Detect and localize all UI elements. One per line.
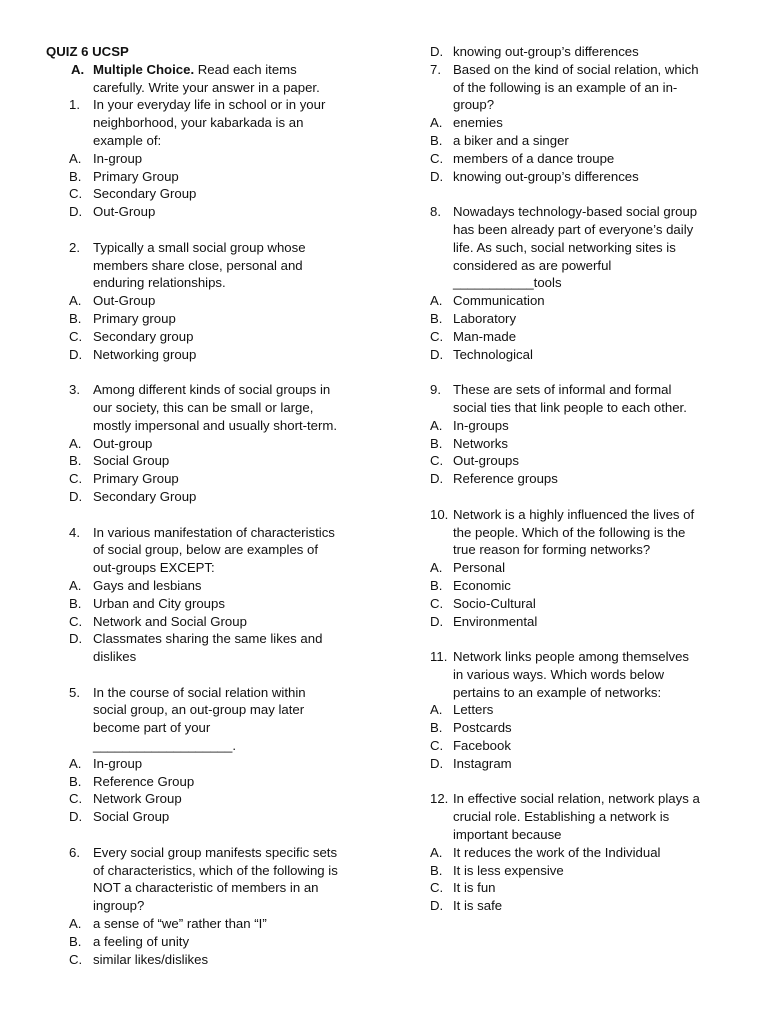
section-instruction [46, 79, 391, 97]
option-text: Out-Group [93, 293, 156, 309]
question-text: neighborhood, your kabarkada is an [93, 115, 304, 131]
question-line [46, 862, 391, 880]
question-line [46, 417, 391, 435]
option-text: Laboratory [453, 310, 517, 326]
question-line [430, 808, 730, 826]
option-text: Reference Group [93, 773, 195, 789]
option-text: Postcards [453, 720, 512, 736]
question-line [430, 399, 730, 417]
question-line [430, 274, 730, 292]
option-text: Communication [453, 293, 545, 309]
option-letter: A. [430, 560, 443, 576]
option-letter: A. [69, 293, 82, 309]
option-letter: A. [430, 293, 443, 309]
option-letter: D. [430, 168, 444, 184]
option-letter: D. [430, 898, 444, 914]
question-line [430, 96, 730, 114]
option-text: Secondary group [93, 328, 194, 344]
question-block [46, 381, 391, 506]
option-letter: B. [430, 132, 443, 148]
option-text: Primary group [93, 310, 176, 326]
question-line [46, 239, 391, 257]
question-text: In your everyday life in school or in your [93, 97, 326, 113]
option-letter: D. [430, 755, 444, 771]
option-letter: A. [430, 115, 443, 131]
question-block [430, 506, 730, 631]
quiz-title [46, 43, 391, 61]
question-number-spacer [46, 257, 93, 275]
option-letter: D. [69, 346, 83, 362]
question-number: 1. [69, 97, 80, 113]
question-text: Network links people among themselves [453, 649, 690, 665]
option-row [430, 897, 730, 915]
question-number-spacer [46, 274, 93, 292]
question-text: In various manifestation of characteristics [93, 524, 335, 540]
option-letter: A. [430, 702, 443, 718]
option-text: members of a dance troupe [453, 150, 615, 166]
option-letter: D. [69, 631, 83, 647]
question-block [430, 790, 730, 915]
option-text: It is less expensive [453, 862, 564, 878]
question-line [430, 790, 730, 808]
option-text: Socio-Cultural [453, 595, 536, 611]
section-instruction-1: Read each items [194, 61, 297, 77]
option-letter: C. [69, 186, 83, 202]
option-letter: C. [430, 453, 444, 469]
question-number-spacer [46, 114, 93, 132]
option-letter: C. [430, 150, 444, 166]
question-text: ___________________. [93, 738, 237, 754]
option-letter: A. [69, 150, 82, 166]
option-row [46, 951, 391, 969]
option-text: knowing out-group’s differences [453, 44, 639, 59]
question-text: Every social group manifests specific sets [93, 844, 338, 860]
question-number-spacer [430, 684, 453, 702]
option-row [46, 648, 391, 666]
option-row [430, 844, 730, 862]
question-number: 2. [69, 239, 80, 255]
quiz-title-text: QUIZ 6 UCSP [46, 44, 129, 59]
question-line [46, 737, 391, 755]
question-text: our society, this can be small or large, [93, 399, 314, 415]
question-text: Typically a small social group whose [93, 239, 306, 255]
option-row [430, 719, 730, 737]
option-text: Reference groups [453, 471, 558, 487]
question-spacer [430, 630, 730, 648]
option-row [430, 43, 730, 61]
option-text: a feeling of unity [93, 933, 190, 949]
left-question-list [46, 96, 391, 968]
question-block [430, 203, 730, 363]
option-letter: B. [430, 310, 443, 326]
question-number: 11. [430, 649, 448, 665]
option-text: It reduces the work of the Individual [453, 844, 661, 860]
option-letter: B. [430, 577, 443, 593]
option-letter: A. [430, 844, 443, 860]
question-number: 8. [430, 204, 441, 220]
option-row [46, 452, 391, 470]
option-row [46, 310, 391, 328]
question-text: NOT a characteristic of members in an [93, 880, 319, 896]
question-number-spacer [430, 257, 453, 275]
section-heading-text: Multiple Choice. [93, 61, 195, 77]
question-number: 3. [69, 382, 80, 398]
question-spacer [46, 826, 391, 844]
question-number-spacer [46, 559, 93, 577]
option-row [430, 346, 730, 364]
option-text: Primary Group [93, 168, 179, 184]
question-text: ingroup? [93, 898, 145, 914]
question-text: pertains to an example of networks: [453, 684, 662, 700]
option-text: Out-group [93, 435, 153, 451]
option-letter: C. [430, 880, 444, 896]
section-label: A. [71, 61, 85, 77]
question-text: mostly impersonal and usually short-term. [93, 417, 338, 433]
question-line [430, 221, 730, 239]
option-row [46, 203, 391, 221]
option-row [430, 132, 730, 150]
question-spacer [430, 185, 730, 203]
question-number-spacer [430, 826, 453, 844]
question-number-spacer [430, 274, 453, 292]
option-row [430, 613, 730, 631]
question-line [46, 96, 391, 114]
question-number: 10. [430, 506, 449, 522]
option-letter: B. [430, 720, 443, 736]
question-line [46, 559, 391, 577]
question-number-spacer [430, 399, 453, 417]
option-text: similar likes/dislikes [93, 951, 209, 967]
option-row [46, 595, 391, 613]
option-text: It is safe [453, 898, 503, 914]
question-text: ___________tools [453, 275, 562, 291]
option-row [46, 577, 391, 595]
question-line [46, 114, 391, 132]
question-spacer [46, 506, 391, 524]
option-text: enemies [453, 115, 503, 131]
option-row [430, 435, 730, 453]
option-row [430, 577, 730, 595]
option-row [46, 915, 391, 933]
option-row [430, 595, 730, 613]
question-text: In effective social relation, network plays a [453, 791, 700, 807]
question-text: life. As such, social networking sites is [453, 239, 676, 255]
option-text: a biker and a singer [453, 132, 569, 148]
option-text: Network Group [93, 791, 182, 807]
question-line [46, 719, 391, 737]
option-text: Instagram [453, 755, 512, 771]
option-text: Primary Group [93, 471, 179, 487]
question-number-spacer [46, 737, 93, 755]
question-line [430, 541, 730, 559]
option-text: Technological [453, 346, 533, 362]
question-line [46, 399, 391, 417]
option-letter: B. [430, 862, 443, 878]
option-letter: C. [69, 471, 83, 487]
option-row [430, 168, 730, 186]
option-letter: A. [69, 755, 82, 771]
question-line [430, 524, 730, 542]
question-spacer [46, 666, 391, 684]
question-number: 5. [69, 684, 80, 700]
option-row [46, 292, 391, 310]
option-row [46, 755, 391, 773]
question-text: considered as are powerful [453, 257, 612, 273]
option-text: Gays and lesbians [93, 577, 202, 593]
question-text: in various ways. Which words below [453, 666, 665, 682]
option-letter: D. [430, 44, 444, 59]
question-text: Network is a highly influenced the lives of [453, 506, 695, 522]
question-number-spacer [46, 897, 93, 915]
option-letter: B. [430, 435, 443, 451]
question-line [46, 381, 391, 399]
option-text: It is fun [453, 880, 496, 896]
option-letter: D. [430, 471, 444, 487]
option-row [430, 310, 730, 328]
right-column [430, 43, 730, 915]
question-number-spacer [46, 132, 93, 150]
option-text: Social Group [93, 809, 170, 825]
question-line [430, 684, 730, 702]
option-letter: D. [430, 346, 444, 362]
question-line [46, 684, 391, 702]
option-text: Letters [453, 702, 494, 718]
question-line [46, 879, 391, 897]
option-row [430, 417, 730, 435]
question-block [430, 381, 730, 488]
question-text: out-groups EXCEPT: [93, 560, 215, 576]
option-letter [46, 648, 93, 666]
option-letter: C. [430, 738, 444, 754]
option-text: a sense of “we” rather than “I” [93, 916, 267, 932]
option-letter: B. [69, 453, 82, 469]
option-text: Networks [453, 435, 508, 451]
question-text: enduring relationships. [93, 275, 226, 291]
option-row [46, 470, 391, 488]
question-block [430, 61, 730, 186]
option-text: Economic [453, 577, 511, 593]
option-letter: C. [69, 613, 83, 629]
option-row [430, 755, 730, 773]
question-line [430, 648, 730, 666]
option-row [46, 613, 391, 631]
option-letter: C. [430, 328, 444, 344]
option-row [430, 862, 730, 880]
question-text: the people. Which of the following is the [453, 524, 686, 540]
question-line [430, 506, 730, 524]
question-spacer [46, 221, 391, 239]
question-block [46, 239, 391, 364]
question-block [46, 684, 391, 826]
option-row [46, 346, 391, 364]
question-text: In the course of social relation within [93, 684, 306, 700]
question-number-spacer [46, 541, 93, 559]
question-line [46, 541, 391, 559]
question-line [46, 132, 391, 150]
option-letter: A. [430, 417, 443, 433]
question-line [430, 239, 730, 257]
option-letter: C. [69, 791, 83, 807]
section-heading [46, 61, 391, 79]
question-block [46, 844, 391, 969]
question-number-spacer [430, 666, 453, 684]
option-text: Network and Social Group [93, 613, 247, 629]
option-letter: D. [69, 488, 83, 504]
option-letter: C. [69, 328, 83, 344]
right-question-list [430, 61, 730, 915]
question-number: 4. [69, 524, 80, 540]
option-letter: B. [69, 773, 82, 789]
question-number-spacer [430, 79, 453, 97]
question-number-spacer [46, 879, 93, 897]
option-row [46, 488, 391, 506]
option-letter: A. [69, 435, 82, 451]
question-text: members share close, personal and [93, 257, 303, 273]
option-letter: D. [69, 809, 83, 825]
option-text: Urban and City groups [93, 595, 225, 611]
question-line [430, 61, 730, 79]
option-row [46, 168, 391, 186]
option-row [46, 808, 391, 826]
question-number-spacer [430, 524, 453, 542]
option-text: dislikes [93, 649, 137, 665]
left-column [46, 43, 391, 968]
option-letter: B. [69, 310, 82, 326]
option-row [46, 328, 391, 346]
option-letter: D. [69, 204, 83, 220]
option-row [430, 328, 730, 346]
question-line [46, 701, 391, 719]
question-number: 12. [430, 791, 449, 807]
question-number: 9. [430, 382, 441, 398]
option-row [430, 114, 730, 132]
option-row [46, 790, 391, 808]
option-row [430, 737, 730, 755]
option-row [430, 701, 730, 719]
option-text: Environmental [453, 613, 538, 629]
question-block [46, 524, 391, 666]
option-row [430, 470, 730, 488]
option-letter: A. [69, 916, 82, 932]
question-number-spacer [46, 399, 93, 417]
option-letter: B. [69, 595, 82, 611]
option-row [46, 150, 391, 168]
option-text: Personal [453, 560, 506, 576]
question-text: has been already part of everyone’s daily [453, 221, 694, 237]
question-text: social group, an out-group may later [93, 702, 305, 718]
option-row [430, 292, 730, 310]
question-number-spacer [46, 417, 93, 435]
option-row [430, 879, 730, 897]
question-number: 7. [430, 61, 441, 77]
question-text: become part of your [93, 720, 211, 736]
option-row [46, 933, 391, 951]
question-text: example of: [93, 132, 162, 148]
question-number-spacer [46, 701, 93, 719]
question-number-spacer [430, 541, 453, 559]
option-text: knowing out-group’s differences [453, 168, 639, 184]
option-text: In-groups [453, 417, 509, 433]
question-line [430, 203, 730, 221]
option-letter: A. [69, 577, 82, 593]
question-line [430, 826, 730, 844]
option-letter: C. [430, 595, 444, 611]
option-row [46, 630, 391, 648]
option-text: Man-made [453, 328, 517, 344]
question-line [430, 79, 730, 97]
question-line [430, 666, 730, 684]
question-number: 6. [69, 844, 80, 860]
question-text: Based on the kind of social relation, which [453, 61, 699, 77]
question-number-spacer [46, 719, 93, 737]
section-instruction-2: carefully. Write your answer in a paper. [93, 79, 320, 95]
option-text: Secondary Group [93, 488, 197, 504]
option-text: In-group [93, 755, 143, 771]
option-row [46, 773, 391, 791]
question-line [46, 844, 391, 862]
question-line [430, 257, 730, 275]
question-line [46, 524, 391, 542]
question-number-spacer [430, 221, 453, 239]
question-spacer [430, 488, 730, 506]
question-text: true reason for forming networks? [453, 542, 651, 558]
question-spacer [430, 773, 730, 791]
question-spacer [430, 363, 730, 381]
question-line [46, 274, 391, 292]
option-text: In-group [93, 150, 143, 166]
question-text: social ties that link people to each other. [453, 399, 687, 415]
option-text: Classmates sharing the same likes and [93, 631, 323, 647]
question-text: of the following is an example of an in- [453, 79, 678, 95]
option-row [430, 559, 730, 577]
option-text: Secondary Group [93, 186, 197, 202]
question-line [46, 257, 391, 275]
option-text: Social Group [93, 453, 170, 469]
question-text: of social group, below are examples of [93, 542, 319, 558]
question-text: Nowadays technology-based social group [453, 204, 698, 220]
question-line [46, 897, 391, 915]
question-number-spacer [430, 808, 453, 826]
option-text: Out-groups [453, 453, 519, 469]
question-text: important because [453, 827, 562, 843]
option-letter: C. [69, 951, 83, 967]
option-text: Out-Group [93, 204, 156, 220]
option-text: Networking group [93, 346, 197, 362]
option-letter: B. [69, 933, 82, 949]
question-text: crucial role. Establishing a network is [453, 809, 670, 825]
option-text: Facebook [453, 738, 511, 754]
option-row [46, 185, 391, 203]
question-spacer [46, 363, 391, 381]
question-text: Among different kinds of social groups in [93, 382, 331, 398]
question-text: of characteristics, which of the following is [93, 862, 338, 878]
question-number-spacer [46, 862, 93, 880]
question-block [46, 96, 391, 221]
question-number-spacer [430, 239, 453, 257]
question-text: group? [453, 97, 495, 113]
option-letter: D. [430, 613, 444, 629]
question-block [430, 648, 730, 773]
question-text: These are sets of informal and formal [453, 382, 672, 398]
question-number-spacer [430, 96, 453, 114]
option-row [46, 435, 391, 453]
question-line [430, 381, 730, 399]
option-row [430, 452, 730, 470]
option-row [430, 150, 730, 168]
option-letter: B. [69, 168, 82, 184]
